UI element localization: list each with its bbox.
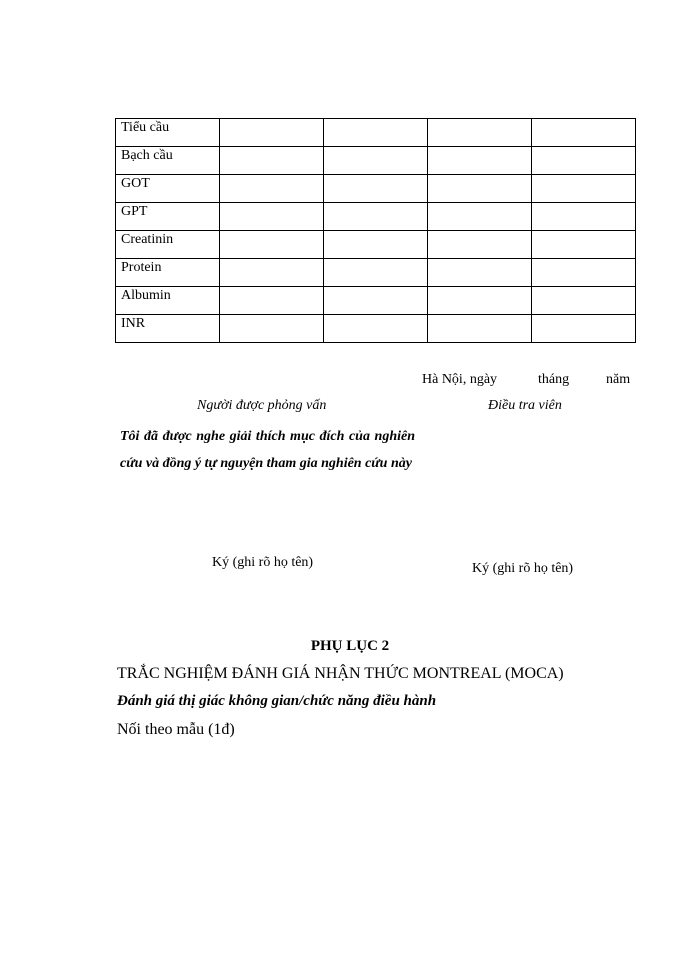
empty-cell xyxy=(220,119,324,147)
table-row xyxy=(116,203,636,231)
row-label: GOT xyxy=(116,175,220,203)
empty-cell xyxy=(532,119,636,147)
empty-cell xyxy=(220,315,324,343)
empty-cell xyxy=(428,259,532,287)
empty-cell xyxy=(428,119,532,147)
empty-cell xyxy=(220,147,324,175)
table-row xyxy=(116,287,636,315)
empty-cell xyxy=(220,231,324,259)
empty-cell xyxy=(220,259,324,287)
empty-cell xyxy=(324,147,428,175)
date-month-label: tháng xyxy=(538,372,570,387)
empty-cell xyxy=(532,315,636,343)
interviewee-sign-label: Ký (ghi rõ họ tên) xyxy=(212,555,314,570)
row-label: GPT xyxy=(116,203,220,231)
empty-cell xyxy=(220,175,324,203)
consent-statement: Tôi đã được nghe giải thích mục đích của nghiên cứu và đồng ý tự nguyện tham gia nghiên cứu này xyxy=(120,429,415,471)
row-label: Protein xyxy=(116,259,220,287)
table-row xyxy=(116,175,636,203)
interviewee-title: Người được phỏng vấn xyxy=(197,398,327,413)
table-row xyxy=(116,315,636,343)
task-instruction: Nối theo mẫu (1đ) xyxy=(117,721,235,738)
empty-cell xyxy=(532,147,636,175)
empty-cell xyxy=(324,119,428,147)
empty-cell xyxy=(428,175,532,203)
empty-cell xyxy=(428,147,532,175)
appendix-title: PHỤ LỤC 2 xyxy=(310,638,390,654)
investigator-sign-label: Ký (ghi rõ họ tên) xyxy=(472,561,574,576)
empty-cell xyxy=(220,287,324,315)
empty-cell xyxy=(428,203,532,231)
section-heading: Đánh giá thị giác không gian/chức năng điều hành xyxy=(117,693,437,709)
table-row xyxy=(116,231,636,259)
empty-cell xyxy=(428,231,532,259)
lab-results-table xyxy=(115,118,636,343)
empty-cell xyxy=(220,203,324,231)
appendix-subtitle: TRẮC NGHIỆM ĐÁNH GIÁ NHẬN THỨC MONTREAL (MOCA) xyxy=(117,665,564,682)
empty-cell xyxy=(532,203,636,231)
empty-cell xyxy=(324,259,428,287)
table-row xyxy=(116,147,636,175)
empty-cell xyxy=(428,315,532,343)
empty-cell xyxy=(532,287,636,315)
row-label: Creatinin xyxy=(116,231,220,259)
empty-cell xyxy=(324,287,428,315)
row-label: INR xyxy=(116,315,220,343)
empty-cell xyxy=(532,175,636,203)
table-row xyxy=(116,259,636,287)
empty-cell xyxy=(324,315,428,343)
empty-cell xyxy=(324,175,428,203)
row-label: Albumin xyxy=(116,287,220,315)
table-row xyxy=(116,119,636,147)
empty-cell xyxy=(324,203,428,231)
date-year-label: năm xyxy=(606,372,631,387)
investigator-title: Điều tra viên xyxy=(488,398,562,413)
date-place-label: Hà Nội, ngày xyxy=(422,372,498,387)
empty-cell xyxy=(324,231,428,259)
empty-cell xyxy=(428,287,532,315)
empty-cell xyxy=(532,231,636,259)
empty-cell xyxy=(532,259,636,287)
row-label: Bạch cầu xyxy=(116,147,220,175)
row-label: Tiểu cầu xyxy=(116,119,220,147)
